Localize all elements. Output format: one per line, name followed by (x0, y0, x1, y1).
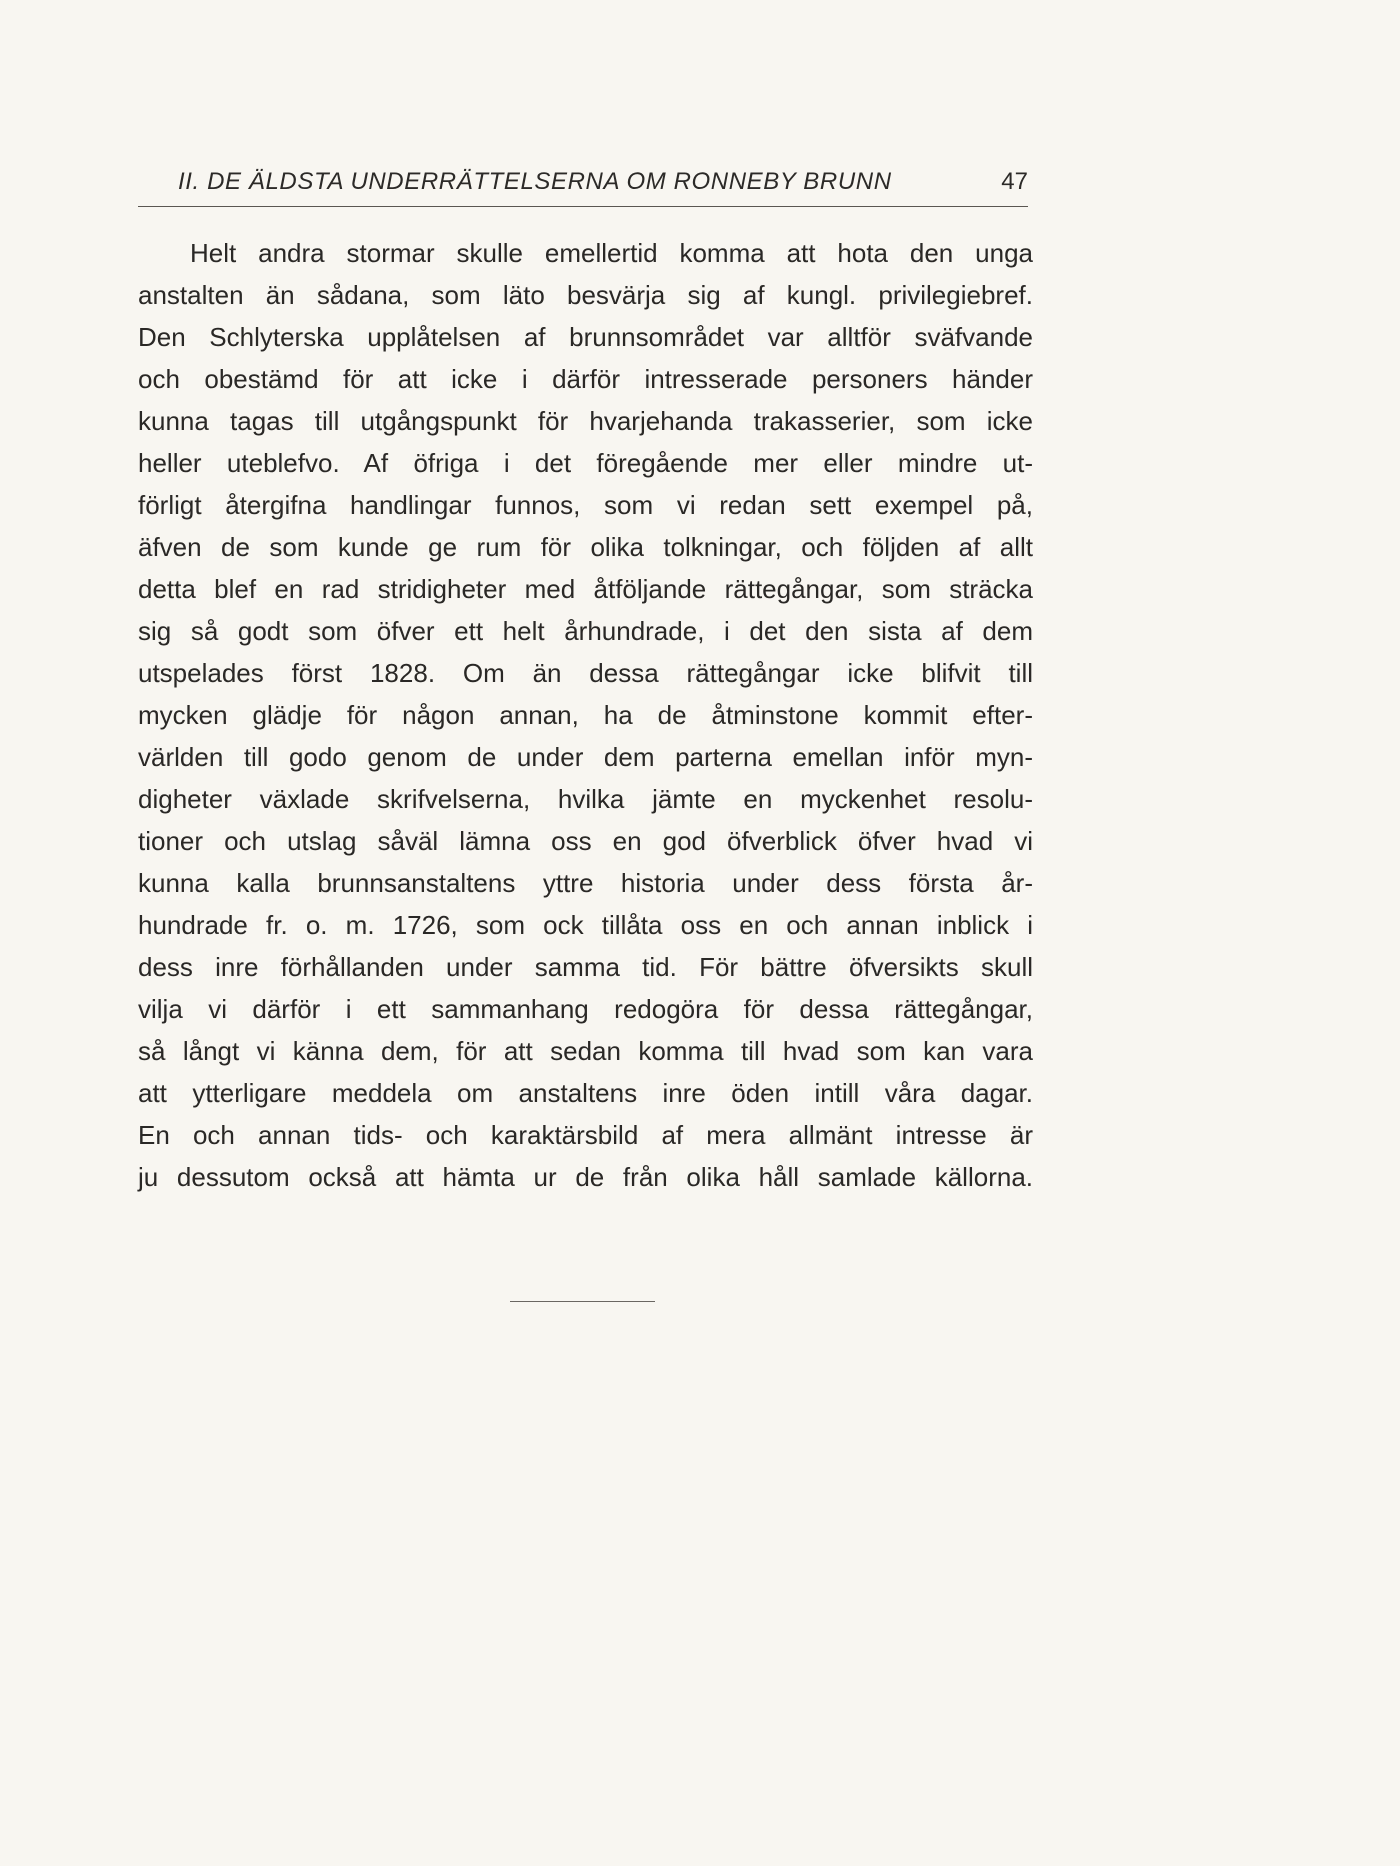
page-number: 47 (1001, 168, 1028, 195)
text-line: och obestämd för att icke i därför intresserade personers händer (138, 364, 1033, 394)
text-line: äfven de som kunde ge rum för olika tolkningar, och följden af allt (138, 532, 1033, 562)
text-line: världen till godo genom de under dem parterna emellan inför myn- (138, 742, 1033, 772)
text-line: En och annan tids- och karaktärsbild af mera allmänt intresse är (138, 1120, 1033, 1150)
section-end-rule (510, 1301, 655, 1302)
text-line: vilja vi därför i ett sammanhang redogöra för dessa rättegångar, (138, 994, 1033, 1024)
text-line: hundrade fr. o. m. 1726, som ock tillåta oss en och annan inblick i (138, 910, 1033, 940)
text-line: heller uteblefvo. Af öfriga i det föregående mer eller mindre ut- (138, 448, 1033, 478)
text-line: så långt vi känna dem, för att sedan komma till hvad som kan vara (138, 1036, 1033, 1066)
text-line: Den Schlyterska upplåtelsen af brunnsområdet var alltför sväfvande (138, 322, 1033, 352)
text-line: att ytterligare meddela om anstaltens inre öden intill våra dagar. (138, 1078, 1033, 1108)
text-line: förligt återgifna handlingar funnos, som vi redan sett exempel på, (138, 490, 1033, 520)
text-line: Helt andra stormar skulle emellertid komma att hota den unga (190, 238, 1033, 268)
header-rule (138, 206, 1028, 207)
chapter-title: II. DE ÄLDSTA UNDERRÄTTELSERNA OM RONNEBY BRUNN (178, 168, 892, 195)
text-line: detta blef en rad stridigheter med åtföljande rättegångar, som sträcka (138, 574, 1033, 604)
text-line: ju dessutom också att hämta ur de från olika håll samlade källorna. (138, 1162, 1033, 1192)
text-line: sig så godt som öfver ett helt århundrade, i det den sista af dem (138, 616, 1033, 646)
text-line: dess inre förhållanden under samma tid. För bättre öfversikts skull (138, 952, 1033, 982)
body-paragraph (138, 232, 1033, 1198)
text-line: kunna kalla brunnsanstaltens yttre historia under dess första år- (138, 868, 1033, 898)
text-line: digheter växlade skrifvelserna, hvilka jämte en myckenhet resolu- (138, 784, 1033, 814)
text-line: kunna tagas till utgångspunkt för hvarjehanda trakasserier, som icke (138, 406, 1033, 436)
text-line: mycken glädje för någon annan, ha de åtminstone kommit efter- (138, 700, 1033, 730)
text-line: tioner och utslag såväl lämna oss en god öfverblick öfver hvad vi (138, 826, 1033, 856)
running-header (138, 168, 1028, 204)
text-line: utspelades först 1828. Om än dessa rättegångar icke blifvit till (138, 658, 1033, 688)
text-line: anstalten än sådana, som läto besvärja sig af kungl. privilegiebref. (138, 280, 1033, 310)
